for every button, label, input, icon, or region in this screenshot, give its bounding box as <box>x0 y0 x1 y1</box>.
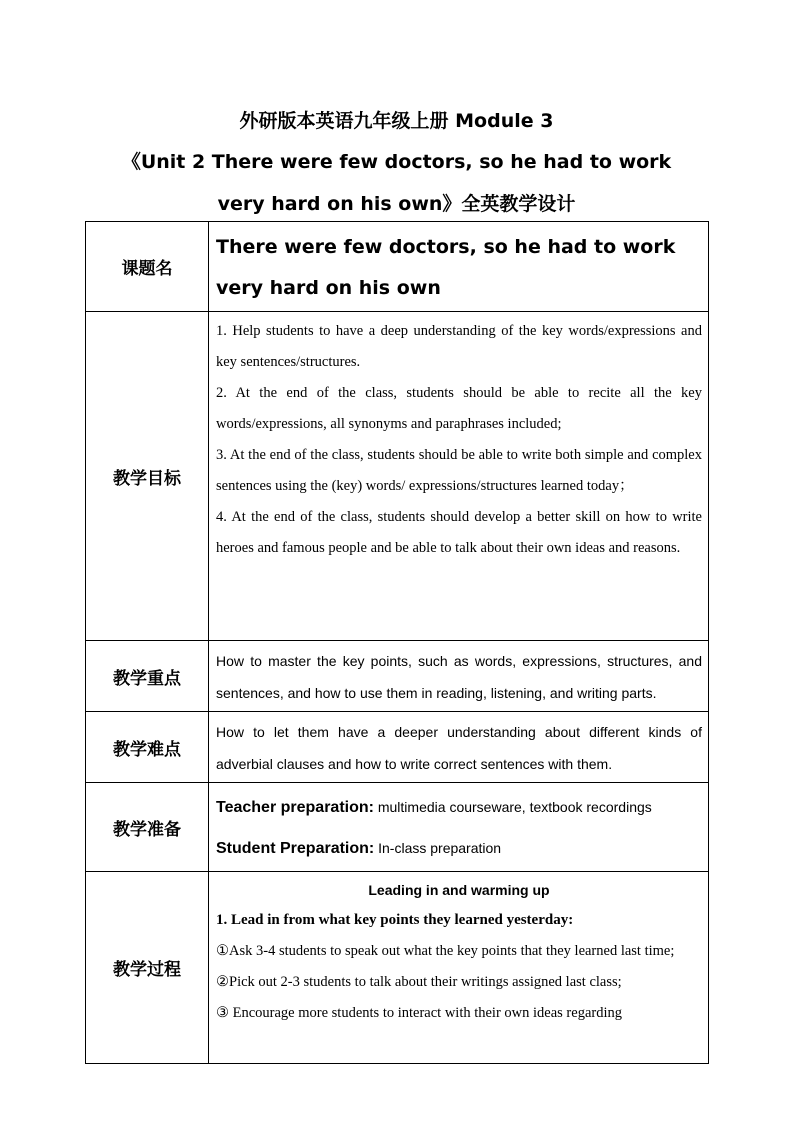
focus-label: 教学重点 <box>86 641 209 712</box>
process-label: 教学过程 <box>86 872 209 1064</box>
difficulty-row <box>86 712 709 783</box>
difficulty-cell <box>209 712 709 783</box>
goal-item: 1. Help students to have a deep understanding of the key words/expressions and key sentences/structures. <box>216 323 702 370</box>
topic-value: There were few doctors, so he had to work very hard on his own <box>216 236 676 299</box>
process-item: ③ Encourage more students to interact with their own ideas regarding <box>216 1005 622 1021</box>
student-preparation-label: Student Preparation: <box>216 840 375 857</box>
goals-cell <box>209 312 709 641</box>
process-item: ①Ask 3-4 students to speak out what the key points that they learned last time; <box>216 943 675 959</box>
student-preparation-value: In-class preparation <box>374 840 502 856</box>
goal-item: 3. At the end of the class, students should be able to write both simple and complex sentences using the (key) words/ expressions/structures learned today； <box>216 447 702 494</box>
student-preparation <box>216 828 702 869</box>
document-title-line-2: 《Unit 2 There were few doctors, so he had to work <box>121 151 672 173</box>
focus-text: How to master the key points, such as words, expressions, structures, and sentences, and how to use them in reading, listening, and writing parts. <box>216 653 702 701</box>
document-title-line-1: 外研版本英语九年级上册 Module 3 <box>239 110 554 132</box>
focus-cell <box>209 641 709 712</box>
process-cell <box>209 872 709 1064</box>
teacher-preparation <box>216 787 702 828</box>
topic-row <box>86 222 709 312</box>
process-step-title: 1. Lead in from what key points they learned yesterday: <box>216 912 574 928</box>
process-stage-heading: Leading in and warming up <box>368 882 550 898</box>
topic-label: 课题名 <box>86 222 209 312</box>
goal-item: 4. At the end of the class, students should develop a better skill on how to write heroes and famous people and be able to talk about their own ideas and reasons. <box>216 509 702 556</box>
document-title-line-3: very hard on his own》全英教学设计 <box>217 193 576 215</box>
topic-cell <box>209 222 709 312</box>
process-row <box>86 872 709 1064</box>
difficulty-text: How to let them have a deeper understanding about different kinds of adverbial clauses and how to write correct sentences with them. <box>216 724 702 772</box>
teacher-preparation-value: multimedia courseware, textbook recordings <box>373 799 652 815</box>
goals-label: 教学目标 <box>86 312 209 641</box>
process-item: ②Pick out 2-3 students to talk about their writings assigned last class; <box>216 974 622 990</box>
process-items <box>216 936 702 1029</box>
goals-row <box>86 312 709 641</box>
teacher-preparation-label: Teacher preparation: <box>216 799 374 816</box>
goal-item: 2. At the end of the class, students should be able to recite all the key words/expressions, all synonyms and paraphrases included; <box>216 385 702 432</box>
difficulty-label: 教学难点 <box>86 712 209 783</box>
lesson-plan-table <box>85 221 709 1064</box>
preparation-row <box>86 783 709 872</box>
focus-row <box>86 641 709 712</box>
preparation-label: 教学准备 <box>86 783 209 872</box>
preparation-cell <box>209 783 709 872</box>
